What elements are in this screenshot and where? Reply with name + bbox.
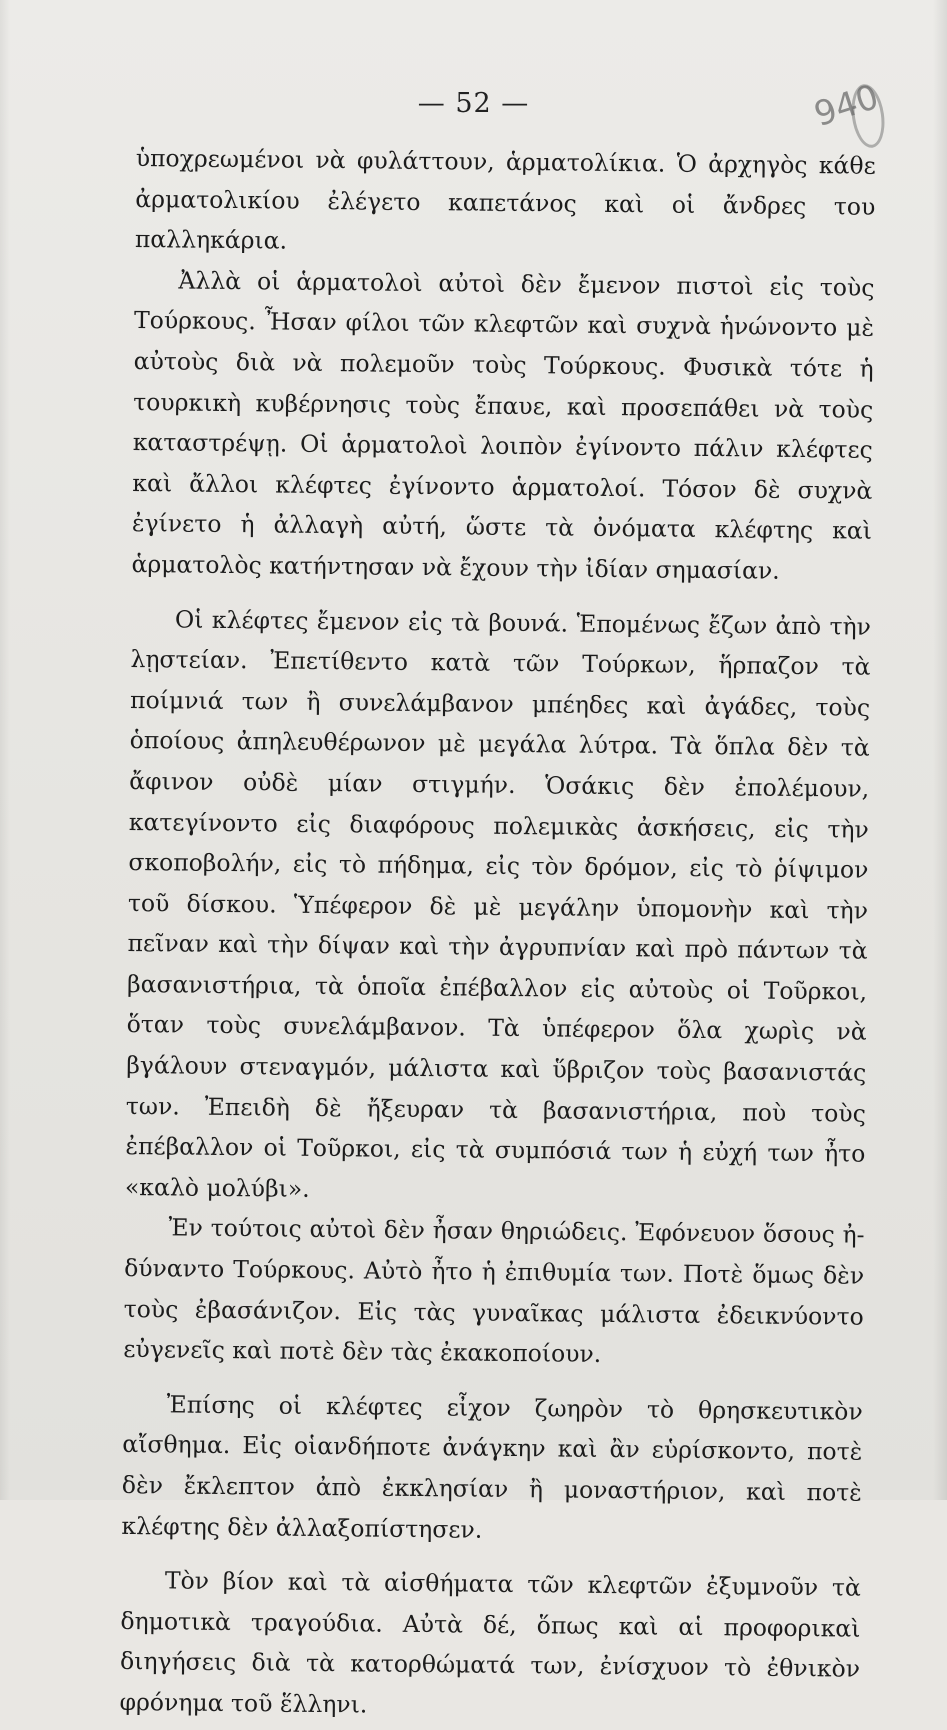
handwritten-stamp: 940: [809, 76, 884, 136]
page-left-edge-shadow: [0, 0, 10, 1500]
paragraph-4: Ἐν τούτοις αὐτοὶ δὲν ἦσαν θηριώδεις. Ἐφόνευον ὅσους ἠδύναντο Τούρκους. Αὐτὸ ἦτο ἡ ἐπιθυμία των. Ποτὲ ὅμως δὲν τοὺς ἐβασάνιζον. Εἰς τὰς γυναῖκας μάλιστα ἐδεικνύοντο εὐγενεῖς καὶ ποτὲ δὲν τὰς ἐκακοποίουν.: [123, 1213, 865, 1369]
page-right-edge-shadow: [933, 0, 947, 1500]
paragraph-6: Τὸν βίον καὶ τὰ αἰσθήματα τῶν κλεφτῶν ἐξυμνοῦν τὰ δημοτικὰ τραγούδια. Αὐτὰ δέ, ὅπως καὶ αἱ προφορικαὶ διηγήσεις διὰ τὰ κατορθώματά των, ἐνίσχυον τὸ ἐθνικὸν φρόνημα τοῦ ἕλληνι.: [119, 1566, 862, 1719]
paragraph-2: Ἀλλὰ οἱ ἁρματολοὶ αὐτοὶ δὲν ἔμενον πιστοὶ εἰς τοὺς Τούρκους. Ἦσαν φίλοι τῶν κλεφτῶν καὶ συχνὰ ἡνώνοντο μὲ αὐτοὺς διὰ νὰ πολεμοῦν τοὺς Τούρκους. Φυσικὰ τότε ἡ τουρκικὴ κυβέρνησις τοὺς ἔπαυε, καὶ προσεπάθει νὰ τοὺς καταστρέψῃ. Οἱ ἁρματολοὶ λοιπὸν ἐγίνοντο πάλιν κλέφτες καὶ ἄλλοι κλέφτες ἐγίνοντο ἁρματολοί. Τόσον δὲ συχνὰ ἐγίνετο ἡ ἀλλαγὴ αὐτή, ὥστε τὰ ὀνόματα κλέφτης καὶ ἁρματολὸς κατήντησαν νὰ ἔχουν τὴν ἰδίαν σημασίαν.: [131, 266, 875, 585]
paragraph-1: ὑποχρεωμένοι νὰ φυλάττουν, ἁρματολίκια. Ὁ ἀρχηγὸς κάθε ἀρματολικίου ἐλέγετο καπετάνος καὶ οἱ ἄνδρες του παλληκάρια.: [134, 143, 876, 255]
body-text: [119, 138, 876, 1730]
page-number: — 52 —: [417, 88, 530, 119]
paragraph-5: Ἐπίσης οἱ κλέφτες εἶχον ζωηρὸν τὸ θρησκευτικὸν αἴσθημα. Εἰς οἱανδήποτε ἀνάγκην καὶ ἂν εὑρίσκοντο, ποτὲ δὲν ἔκλεπτον ἀπὸ ἐκκλησίαν ἢ μοναστήριον, καὶ ποτὲ κλέφτης δὲν ἀλλαξοπίστησεν.: [121, 1390, 863, 1544]
paragraph-3: Οἱ κλέφτες ἔμενον εἰς τὰ βουνά. Ἑπομένως ἔζων ἀπὸ τὴν λῃστείαν. Ἐπετίθεντο κατὰ τῶν Τούρκων, ἥρπαζον τὰ ποίμνιά των ἢ συνελάμβανον μπέηδες καὶ ἀγάδες, τοὺς ὁποίους ἀπηλευθέρωνον μὲ μεγάλα λύτρα. Τὰ ὅπλα δὲν τὰ ἄφινον οὐδὲ μίαν στιγμήν. Ὁσάκις δὲν ἐπολέμουν, κατεγίνοντο εἰς διαφόρους πολεμικὰς ἀσκήσεις, εἰς τὴν σκοποβολήν, εἰς τὸ πήδημα, εἰς τὸν δρόμον, εἰς τὸ ῥίψιμον τοῦ δίσκου. Ὑπέφερον δὲ μὲ μεγάλην ὑπομονὴν καὶ τὴν πεῖναν καὶ τὴν δίψαν καὶ τὴν ἀγρυπνίαν καὶ πρὸ πάντων τὰ βασανιστήρια, τὰ ὁποῖα ἐπέβαλλον εἰς αὐτοὺς οἱ Τοῦρκοι, ὅταν τοὺς συνελάμβανον. Τὰ ὑπέφερον ὅλα χωρὶς νὰ βγάλουν στεναγμόν, μάλιστα καὶ ὕβριζον τοὺς βασανιστάς των. Ἐπειδὴ δὲ ἤξευραν τὰ βασανιστήρια, ποὺ τοὺς ἐπέβαλλον οἱ Τοῦρκοι, εἰς τὰ συμπόσιά των ἡ εὐχή των ἦτο «καλὸ μολύβι».: [124, 604, 872, 1203]
